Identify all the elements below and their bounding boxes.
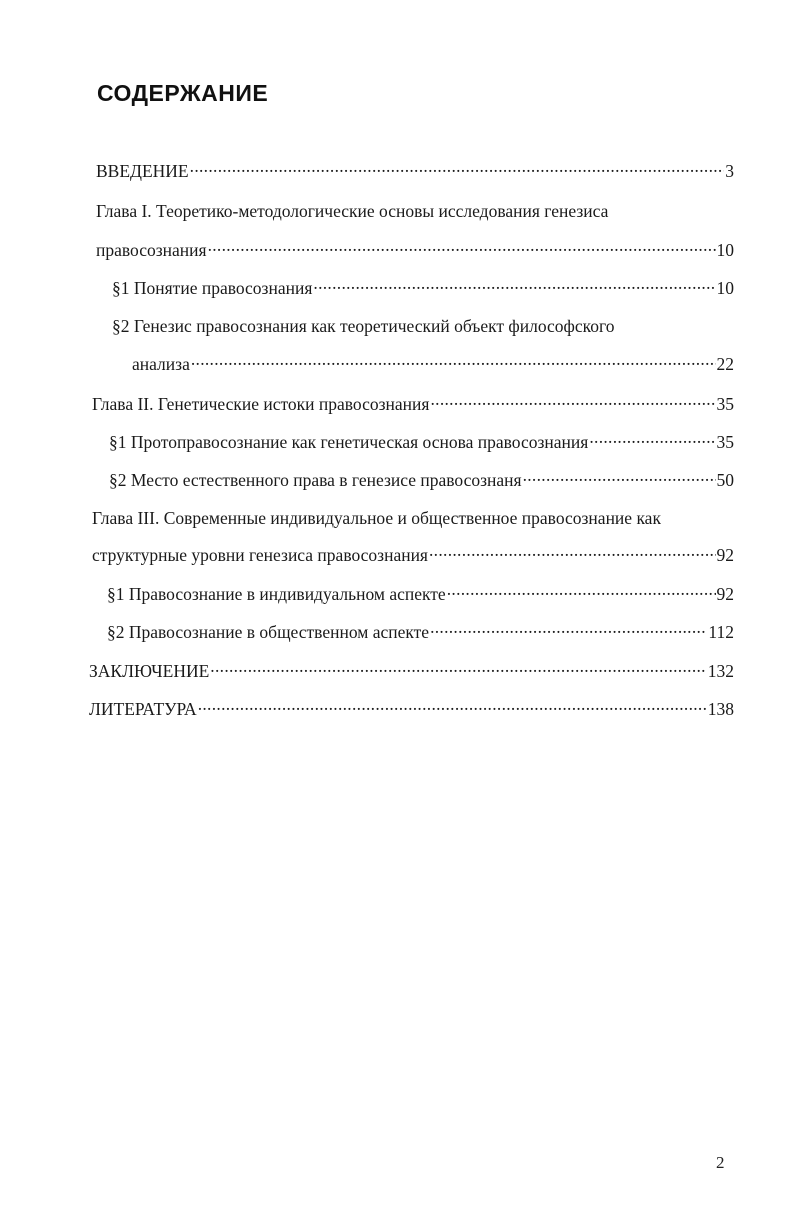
toc-entry-title: §1 Протоправосознание как генетическая основа правосознания xyxy=(109,432,589,452)
toc-page-number: 10 xyxy=(716,240,734,260)
toc-entry-chapter3-line1: Глава III. Современные индивидуальное и общественное правосознание как xyxy=(92,508,661,528)
toc-entry-title: правосознания xyxy=(96,240,207,260)
toc-entry-title: §1 Правосознание в индивидуальном аспекте xyxy=(107,584,446,604)
toc-page-number: 92 xyxy=(716,584,734,604)
toc-entry-title: §2 Место естественного права в генезисе правосознаня xyxy=(109,470,522,490)
toc-page-number: 3 xyxy=(725,161,734,181)
toc-entry-chapter2 xyxy=(92,392,734,415)
dot-leader xyxy=(190,159,725,177)
dot-leader xyxy=(198,697,707,715)
toc-entry-chapter1 xyxy=(96,238,734,261)
toc-entry-ch1-section2 xyxy=(132,352,734,375)
dot-leader xyxy=(313,276,715,294)
dot-leader xyxy=(430,392,715,410)
toc-entry-title: ЗАКЛЮЧЕНИЕ xyxy=(89,661,210,681)
dot-leader xyxy=(523,468,716,486)
toc-entry-title: ВВЕДЕНИЕ xyxy=(96,161,189,181)
toc-page-number: 50 xyxy=(716,470,734,490)
toc-entry-title: Глава II. Генетические истоки правосознания xyxy=(92,394,430,414)
toc-entry-ch3-section1 xyxy=(107,582,734,605)
toc-page-number: 10 xyxy=(716,278,734,298)
toc-entry-chapter1-line1: Глава I. Теоретико-методологические основы исследования генезиса xyxy=(96,201,609,221)
toc-entry-literature xyxy=(89,697,734,720)
toc-page-number: 22 xyxy=(716,354,734,374)
toc-entry-ch3-section2 xyxy=(107,620,734,643)
page-number: 2 xyxy=(716,1153,725,1172)
toc-entry-ch1-section2-line1: §2 Генезис правосознания как теоретический объект философского xyxy=(112,316,615,336)
toc-entry-chapter3 xyxy=(92,543,734,566)
toc-page-number: 138 xyxy=(707,699,734,719)
toc-page-number: 92 xyxy=(716,545,734,565)
dot-leader xyxy=(589,430,715,448)
dot-leader xyxy=(447,582,716,600)
dot-leader xyxy=(429,543,716,561)
dot-leader xyxy=(210,659,706,677)
toc-entry-intro xyxy=(96,159,734,182)
dot-leader xyxy=(208,238,716,256)
page-title: СОДЕРЖАНИЕ xyxy=(97,80,269,106)
dot-leader xyxy=(191,352,716,370)
toc-entry-ch1-section1 xyxy=(112,276,734,299)
toc-entry-ch2-section2 xyxy=(109,468,734,491)
toc-entry-title: §1 Понятие правосознания xyxy=(112,278,313,298)
dot-leader xyxy=(430,620,707,638)
toc-entry-ch2-section1 xyxy=(109,430,734,453)
toc-entry-title: ЛИТЕРАТУРА xyxy=(89,699,197,719)
toc-page-number: 112 xyxy=(708,622,734,642)
toc-entry-title: анализа xyxy=(132,354,190,374)
toc-page-number: 35 xyxy=(716,432,734,452)
toc-page-number: 35 xyxy=(716,394,734,414)
toc-entry-title: §2 Правосознание в общественном аспекте xyxy=(107,622,430,642)
toc-page-number: 132 xyxy=(707,661,734,681)
toc-entry-title: структурные уровни генезиса правосознания xyxy=(92,545,428,565)
toc-entry-conclusion xyxy=(89,659,734,682)
